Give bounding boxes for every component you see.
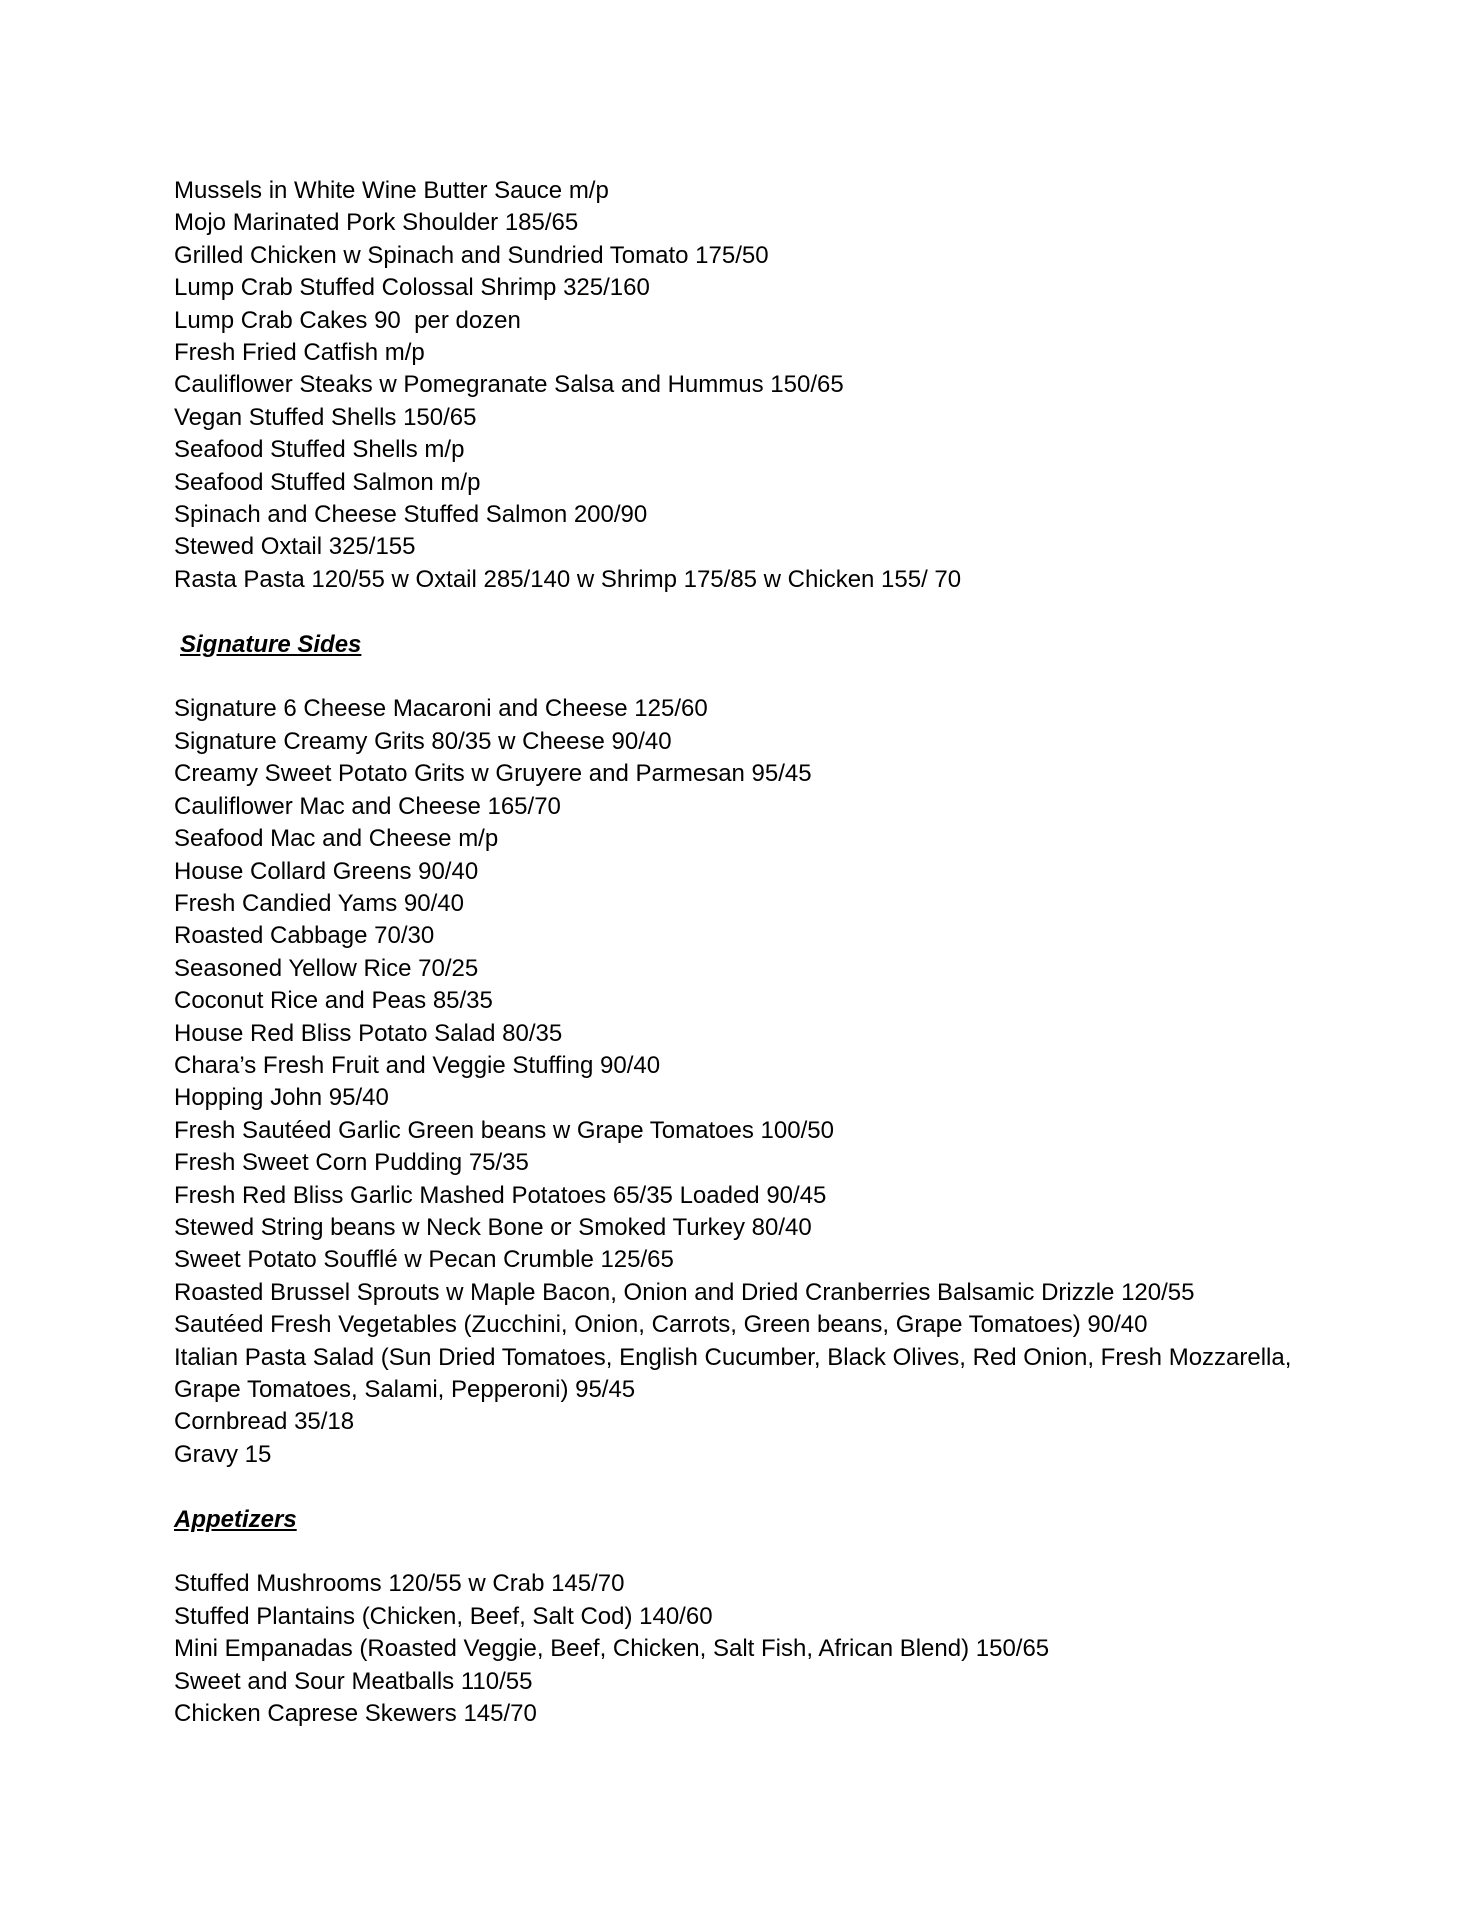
- menu-item: Grilled Chicken w Spinach and Sundried Tomato 175/50: [174, 241, 769, 269]
- menu-item: Cauliflower Steaks w Pomegranate Salsa and Hummus 150/65: [174, 371, 844, 399]
- menu-item: Vegan Stuffed Shells 150/65: [174, 403, 477, 431]
- menu-item: Sautéed Fresh Vegetables (Zucchini, Onion, Carrots, Green beans, Grape Tomatoes) 90/40: [174, 1311, 1148, 1339]
- menu-item: Seasoned Yellow Rice 70/25: [174, 954, 479, 982]
- menu-item: Fresh Red Bliss Garlic Mashed Potatoes 65/35 Loaded 90/45: [174, 1181, 827, 1209]
- menu-item: Sweet and Sour Meatballs 110/55: [174, 1667, 533, 1695]
- sides-list: [174, 693, 1374, 1471]
- menu-item: Mussels in White Wine Butter Sauce m/p: [174, 177, 609, 204]
- menu-item: Mojo Marinated Pork Shoulder 185/65: [174, 209, 579, 237]
- menu-item-continued: Grape Tomatoes, Salami, Pepperoni) 95/45: [174, 1376, 636, 1403]
- menu-item: Stuffed Mushrooms 120/55 w Crab 145/70: [174, 1570, 625, 1598]
- menu-item: Lump Crab Cakes 90 per dozen: [174, 306, 521, 334]
- menu-item: House Collard Greens 90/40: [174, 857, 479, 885]
- menu-item: Fresh Candied Yams 90/40: [174, 889, 464, 917]
- menu-item: Creamy Sweet Potato Grits w Gruyere and Parmesan 95/45: [174, 760, 812, 788]
- menu-item: Fresh Fried Catfish m/p: [174, 339, 425, 367]
- menu-item: Fresh Sautéed Garlic Green beans w Grape Tomatoes 100/50: [174, 1116, 834, 1144]
- menu-item: Italian Pasta Salad (Sun Dried Tomatoes, English Cucumber, Black Olives, Red Onion, Fresh Mozzarella,: [174, 1343, 1292, 1371]
- menu-item: Stuffed Plantains (Chicken, Beef, Salt Cod) 140/60: [174, 1602, 713, 1630]
- section-heading-appetizers: Appetizers: [174, 1505, 297, 1533]
- menu-item: House Red Bliss Potato Salad 80/35: [174, 1019, 563, 1047]
- menu-item: Seafood Stuffed Salmon m/p: [174, 468, 481, 496]
- menu-item: Gravy 15: [174, 1440, 272, 1468]
- menu-item: Roasted Brussel Sprouts w Maple Bacon, Onion and Dried Cranberries Balsamic Drizzle 120/55: [174, 1278, 1195, 1306]
- menu-item: Hopping John 95/40: [174, 1084, 389, 1112]
- menu-item: Spinach and Cheese Stuffed Salmon 200/90: [174, 501, 648, 529]
- menu-item: Seafood Stuffed Shells m/p: [174, 436, 465, 464]
- menu-item: Signature Creamy Grits 80/35 w Cheese 90/40: [174, 727, 672, 755]
- menu-item: Signature 6 Cheese Macaroni and Cheese 125/60: [174, 695, 708, 723]
- menu-item: Stewed Oxtail 325/155: [174, 533, 416, 561]
- menu-item: Fresh Sweet Corn Pudding 75/35: [174, 1149, 529, 1177]
- menu-item: Rasta Pasta 120/55 w Oxtail 285/140 w Shrimp 175/85 w Chicken 155/ 70: [174, 565, 962, 593]
- section-heading-signature-sides: Signature Sides: [180, 630, 362, 658]
- menu-item: Cornbread 35/18: [174, 1408, 355, 1436]
- menu-item: Lump Crab Stuffed Colossal Shrimp 325/160: [174, 274, 650, 302]
- menu-item: Chara’s Fresh Fruit and Veggie Stuffing 90/40: [174, 1051, 661, 1079]
- menu-page: [174, 175, 1374, 1730]
- menu-item: Sweet Potato Soufflé w Pecan Crumble 125/65: [174, 1246, 674, 1274]
- appetizers-list: [174, 1568, 1374, 1730]
- menu-item: Stewed String beans w Neck Bone or Smoked Turkey 80/40: [174, 1213, 812, 1241]
- menu-item: Coconut Rice and Peas 85/35: [174, 987, 493, 1015]
- menu-item: Mini Empanadas (Roasted Veggie, Beef, Chicken, Salt Fish, African Blend) 150/65: [174, 1635, 1050, 1663]
- menu-item: Chicken Caprese Skewers 145/70: [174, 1700, 537, 1728]
- menu-item: Cauliflower Mac and Cheese 165/70: [174, 792, 561, 820]
- entrees-list: [174, 175, 1374, 596]
- menu-item: Roasted Cabbage 70/30: [174, 922, 435, 950]
- menu-item: Seafood Mac and Cheese m/p: [174, 825, 499, 853]
